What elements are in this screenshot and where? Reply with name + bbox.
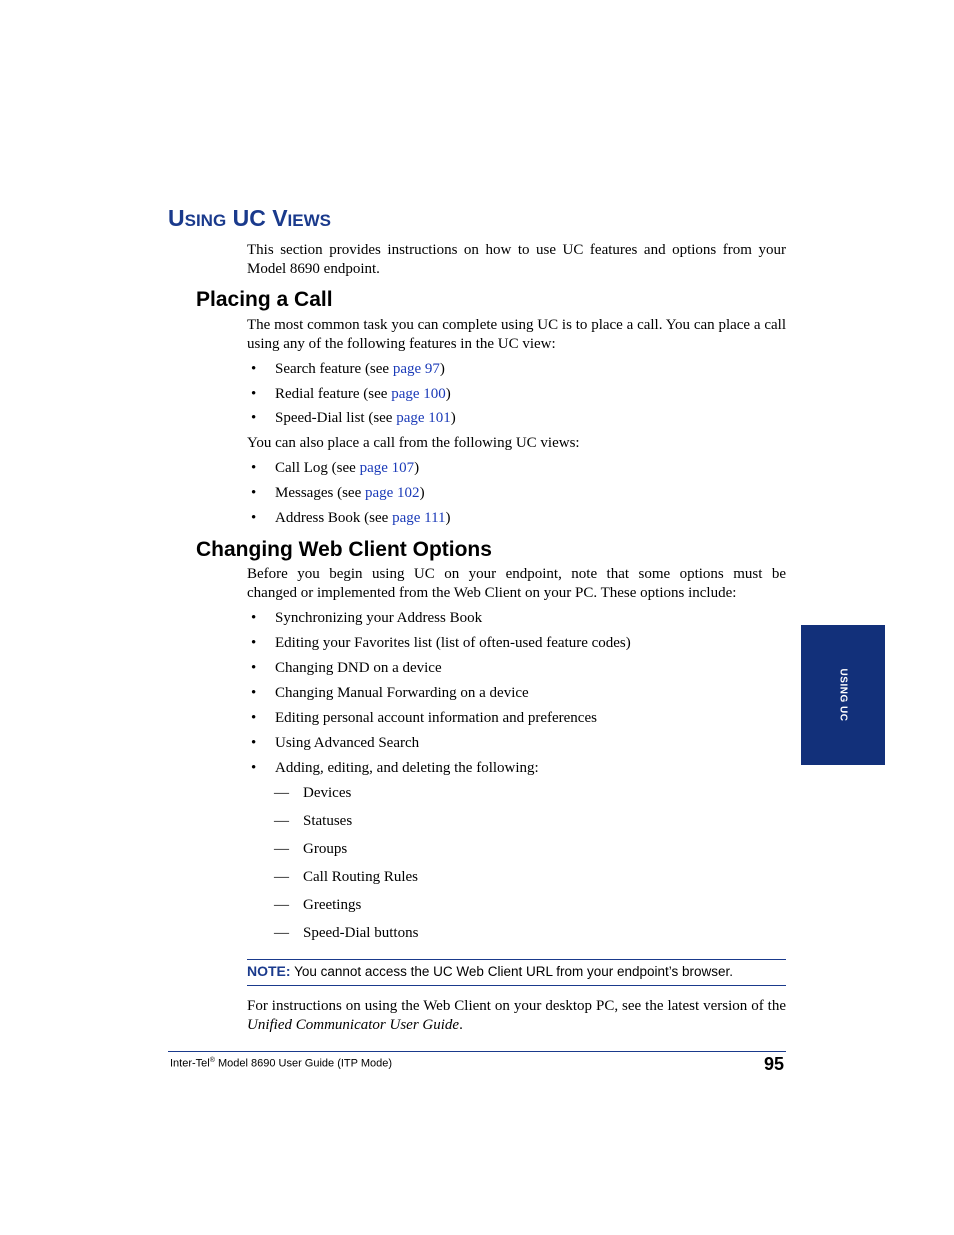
footer-brand: Inter-Tel [170,1057,210,1070]
sub-list-item-text: Groups [303,841,348,857]
list-item: • Using Advanced Search [275,734,419,753]
list-item-text: ) [439,361,445,377]
sub-list-item [274,784,352,803]
closing-paragraph [247,997,786,1035]
sub-list-item [274,812,353,831]
paragraph-line: Before you begin using UC on your endpoint, note that some options must be [247,566,786,582]
list-item [275,385,451,404]
list-item [275,409,456,428]
dash-symbol: — [274,813,289,829]
placing-call-heading: Placing a Call [196,288,333,311]
list-item [275,459,419,478]
sub-list-item-text: Speed-Dial buttons [303,925,419,941]
list-item [275,484,425,503]
page-link[interactable]: page 100 [391,386,446,402]
title-rest-iews: IEWS [287,211,331,230]
list-item-text: ) [450,410,456,426]
list-item [275,509,451,528]
list-item: • Editing your Favorites list (list of often-used feature codes) [275,634,631,653]
web-client-options-paragraph [247,565,786,603]
page-link[interactable]: page 107 [359,460,415,476]
sub-list-item-text: Greetings [303,897,362,913]
title-rest-sing: SING [184,211,227,230]
list-item-text: Redial feature (see [275,386,392,402]
sub-list-item [274,840,348,859]
web-client-options-heading: Changing Web Client Options [196,538,492,561]
sub-list-item-text: Statuses [303,813,353,829]
list-item: • Changing Manual Forwarding on a device [275,684,529,703]
list-item-text: ) [419,485,425,501]
title-initial-v: V [272,205,288,231]
list-item-text: ) [445,386,451,402]
chapter-tab-label: USING UC [837,668,849,722]
list-item-text: Call Log (see [275,460,360,476]
list-item-text: ) [445,510,451,526]
list-item: • Editing personal account information and preferences [275,709,597,728]
placing-call-paragraph: The most common task you can complete using UC is to place a call. You can place a call using any of the following features in the UC view: [247,317,786,352]
list-item-text: ) [414,460,420,476]
footer-rule [168,1051,786,1052]
closing-text: For instructions on using the Web Client on your desktop PC, see the latest version of the [247,998,786,1014]
chapter-side-tab [801,625,885,765]
footer-guide-name: Model 8690 User Guide (ITP Mode) [214,1057,393,1070]
page-link[interactable]: page 97 [392,361,440,377]
page-link[interactable]: page 111 [392,510,446,526]
page-link[interactable]: page 102 [364,485,420,501]
guide-title: Unified Communicator User Guide [247,1017,460,1033]
sub-list-item [274,868,419,887]
page-link[interactable]: page 101 [396,410,451,426]
list-item: • Synchronizing your Address Book [275,609,482,628]
sub-list-item [274,924,419,943]
footer-title [170,1054,392,1071]
dash-symbol: — [274,841,289,857]
note-top-rule [247,959,786,960]
list-item [275,360,445,379]
sub-list-item [274,896,362,915]
list-item-text: Speed-Dial list (see [275,410,397,426]
list-item-text: Search feature (see [275,361,393,377]
title-initial-u: U [168,205,185,231]
dash-symbol: — [274,869,289,885]
list-item: • Adding, editing, and deleting the following: [275,759,539,778]
views-paragraph: You can also place a call from the following UC views: [247,435,580,451]
note-text: You cannot access the UC Web Client URL from your endpoint’s browser. [294,964,734,979]
sub-list-item-text: Call Routing Rules [303,869,419,885]
list-item-text: Messages (see [275,485,365,501]
note-label: NOTE: [247,963,291,979]
note-bottom-rule [247,985,786,986]
list-item-text: Address Book (see [275,510,393,526]
note [247,962,786,981]
sub-list-item-text: Devices [303,785,352,801]
paragraph-line: changed or implemented from the Web Client on your PC. These options include: [247,585,737,601]
dash-symbol: — [274,897,289,913]
dash-symbol: — [274,925,289,941]
list-item: • Changing DND on a device [275,659,442,678]
closing-period: . [459,1017,463,1033]
section-intro: This section provides instructions on how to use UC features and options from your Model 8690 endpoint. [247,242,786,277]
title-uc: UC [232,205,266,231]
dash-symbol: — [274,785,289,801]
section-title [168,203,331,236]
registered-mark: ® [209,1057,215,1064]
page-number: 95 [763,1054,784,1074]
